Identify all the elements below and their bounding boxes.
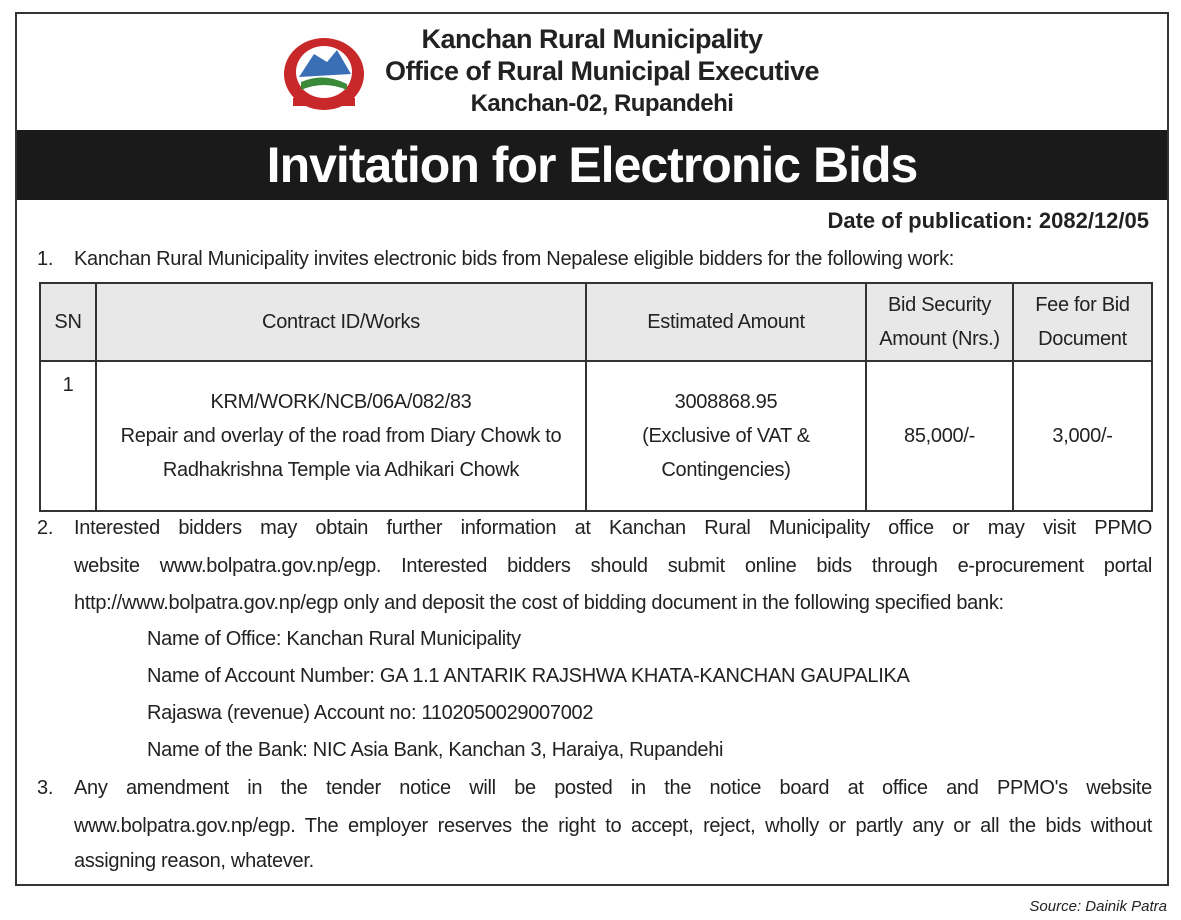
notice-frame xyxy=(15,12,1169,886)
item-3-line: assigning reason, whatever. xyxy=(74,850,314,872)
item-3-line: Any amendment in the tender notice will be posted in the notice board at office and PPMO's website xyxy=(74,777,1152,799)
bank-detail: Rajaswa (revenue) Account no: 1102050029007002 xyxy=(147,702,594,724)
notice-header xyxy=(17,14,1167,130)
col-fee: Fee for Bid Document xyxy=(1013,283,1152,361)
item-2-line: http://www.bolpatra.gov.np/egp only and deposit the cost of bidding document in the following specified bank: xyxy=(74,592,1004,614)
publication-date: Date of publication: 2082/12/05 xyxy=(827,208,1149,233)
amount: 3008868.95 xyxy=(674,391,778,413)
table-row xyxy=(40,361,1152,511)
col-bid-security: Bid Security Amount (Nrs.) xyxy=(866,283,1013,361)
amount-note-2: Contingencies) xyxy=(661,459,791,481)
col-sn: SN xyxy=(40,283,96,361)
notice-title: Invitation for Electronic Bids xyxy=(17,130,1167,200)
item-2-line: Interested bidders may obtain further information at Kanchan Rural Municipality office or may visit PPMO xyxy=(74,517,1152,539)
cell-amount xyxy=(586,361,866,511)
col-contract: Contract ID/Works xyxy=(96,283,586,361)
office-address: Kanchan-02, Rupandehi xyxy=(470,90,734,117)
item-1-text: Kanchan Rural Municipality invites electronic bids from Nepalese eligible bidders for the following work: xyxy=(74,248,955,270)
source-credit: Source: Dainik Patra xyxy=(1029,898,1167,915)
bank-detail: Name of Account Number: GA 1.1 ANTARIK RAJSHWA KHATA-KANCHAN GAUPALIKA xyxy=(147,665,910,687)
item-number: 3. xyxy=(37,777,54,799)
item-2-line: website www.bolpatra.gov.np/egp. Interested bidders should submit online bids through e-procurement portal xyxy=(74,555,1152,577)
municipality-name: Kanchan Rural Municipality xyxy=(421,24,763,54)
item-3-line: www.bolpatra.gov.np/egp. The employer reserves the right to accept, reject, wholly or partly any or all the bids without xyxy=(74,815,1152,837)
work-desc-1: Repair and overlay of the road from Diary Chowk to xyxy=(120,425,562,447)
item-number: 1. xyxy=(37,248,54,270)
cell-fee: 3,000/- xyxy=(1013,361,1152,511)
office-name: Office of Rural Municipal Executive xyxy=(384,56,820,86)
item-number: 2. xyxy=(37,517,54,539)
cell-security: 85,000/- xyxy=(866,361,1013,511)
contract-id: KRM/WORK/NCB/06A/082/83 xyxy=(210,391,472,413)
cell-sn: 1 xyxy=(40,361,96,511)
amount-note-1: (Exclusive of VAT & xyxy=(642,425,810,447)
bid-table xyxy=(39,282,1153,512)
bank-detail: Name of the Bank: NIC Asia Bank, Kanchan 3, Haraiya, Rupandehi xyxy=(147,739,724,761)
cell-contract xyxy=(96,361,586,511)
col-estimated: Estimated Amount xyxy=(586,283,866,361)
bank-detail: Name of Office: Kanchan Rural Municipality xyxy=(147,628,521,650)
work-desc-2: Radhakrishna Temple via Adhikari Chowk xyxy=(162,459,520,481)
